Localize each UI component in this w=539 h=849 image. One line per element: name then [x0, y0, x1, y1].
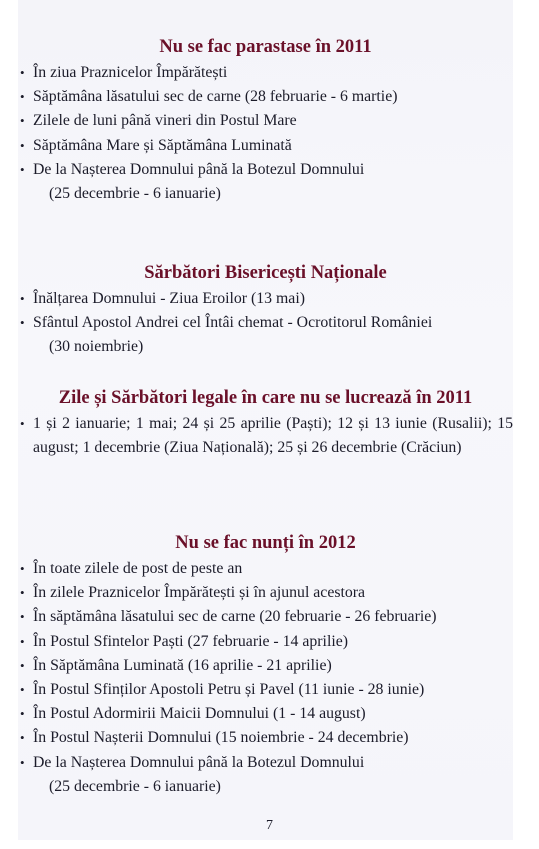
list-item — [18, 630, 513, 654]
list-item — [18, 678, 513, 702]
bullet-icon: • — [20, 730, 25, 746]
section-heading: Zile și Sărbători legale în care nu se lucrează în 2011 — [58, 388, 473, 408]
list-item — [18, 702, 513, 726]
item-text: Săptămâna Mare și Săptămâna Luminată — [33, 136, 292, 154]
list-item — [18, 751, 513, 799]
list-item — [18, 287, 513, 311]
bullet-icon: • — [20, 657, 25, 673]
item-text: În săptămâna lăsatului sec de carne (20 februarie - 26 februarie) — [33, 608, 437, 626]
item-text: De la Nașterea Domnului până la Botezul Domnului — [33, 753, 365, 771]
item-text: În Postul Adormirii Maicii Domnului (1 - 14 august) — [33, 705, 366, 723]
section-heading: Sărbători Bisericești Naționale — [144, 263, 387, 283]
list-item — [18, 412, 513, 460]
bullet-icon: • — [20, 291, 25, 306]
item-list — [18, 557, 513, 799]
item-list — [18, 287, 513, 360]
bullet-icon: • — [20, 89, 25, 105]
bullet-icon: • — [20, 137, 25, 153]
section-heading: Nu se fac parastase în 2011 — [159, 37, 372, 57]
section-heading: Nu se fac nunți în 2012 — [175, 533, 356, 553]
bullet-icon: • — [20, 585, 25, 601]
bullet-icon: • — [20, 682, 25, 698]
item-text: Sfântul Apostol Andrei cel Întâi chemat - Ocrotitorul României — [33, 314, 433, 332]
item-text: În ziua Praznicelor Împărătești — [33, 64, 228, 81]
item-continuation: (25 decembrie - 6 ianuarie) — [49, 777, 221, 795]
section-parastase-2011 — [18, 35, 513, 206]
page-number: 7 — [266, 818, 273, 833]
item-continuation: (25 decembrie - 6 ianuarie) — [49, 185, 221, 203]
list-item — [18, 726, 513, 750]
item-text: 1 și 2 ianuarie; 1 mai; 24 și 25 aprilie (Paști); 12 și 13 iunie (Rusalii); 15 august; 1 decembrie (Ziua Națională); 25 și 26 decembrie (Crăciun) — [33, 415, 513, 457]
list-item — [18, 605, 513, 629]
list-item — [18, 557, 513, 581]
bullet-icon: • — [20, 561, 25, 576]
bullet-icon: • — [20, 416, 25, 431]
bullet-icon: • — [20, 113, 25, 129]
section-sarbatori-nationale — [18, 261, 513, 360]
item-list — [18, 61, 513, 206]
item-continuation: (30 noiembrie) — [49, 338, 144, 356]
item-list — [18, 412, 513, 460]
list-item — [18, 654, 513, 678]
item-text: În zilele Praznicelor Împărătești și în ajunul acestora — [33, 584, 366, 602]
list-item — [18, 85, 513, 109]
list-item — [18, 134, 513, 158]
item-text: Înălțarea Domnului - Ziua Eroilor (13 mai) — [33, 290, 305, 307]
bullet-icon: • — [20, 161, 25, 177]
list-item — [18, 109, 513, 133]
item-text: De la Nașterea Domnului până la Botezul Domnului — [33, 160, 365, 178]
bullet-icon: • — [20, 609, 25, 625]
item-text: În Postul Sfinților Apostoli Petru și Pavel (11 iunie - 28 iunie) — [33, 681, 425, 699]
list-item — [18, 311, 513, 359]
bullet-icon: • — [20, 706, 25, 722]
item-text: Zilele de luni până vineri din Postul Mare — [33, 112, 297, 130]
bullet-icon: • — [20, 754, 25, 770]
list-item — [18, 581, 513, 605]
bullet-icon: • — [20, 633, 25, 649]
item-text: În Postul Nașterii Domnului (15 noiembrie - 24 decembrie) — [33, 729, 409, 747]
section-nunti-2012 — [18, 531, 513, 799]
item-text: În Săptămâna Luminată (16 aprilie - 21 aprilie) — [33, 656, 332, 674]
item-text: Săptămâna lăsatului sec de carne (28 februarie - 6 martie) — [33, 88, 398, 106]
item-text: În Postul Sfintelor Paști (27 februarie - 14 aprilie) — [33, 632, 348, 650]
bullet-icon: • — [20, 65, 25, 80]
list-item — [18, 61, 513, 85]
list-item — [18, 158, 513, 206]
bullet-icon: • — [20, 315, 25, 331]
item-text: În toate zilele de post de peste an — [33, 560, 243, 577]
section-zile-legale-2011 — [18, 386, 513, 460]
